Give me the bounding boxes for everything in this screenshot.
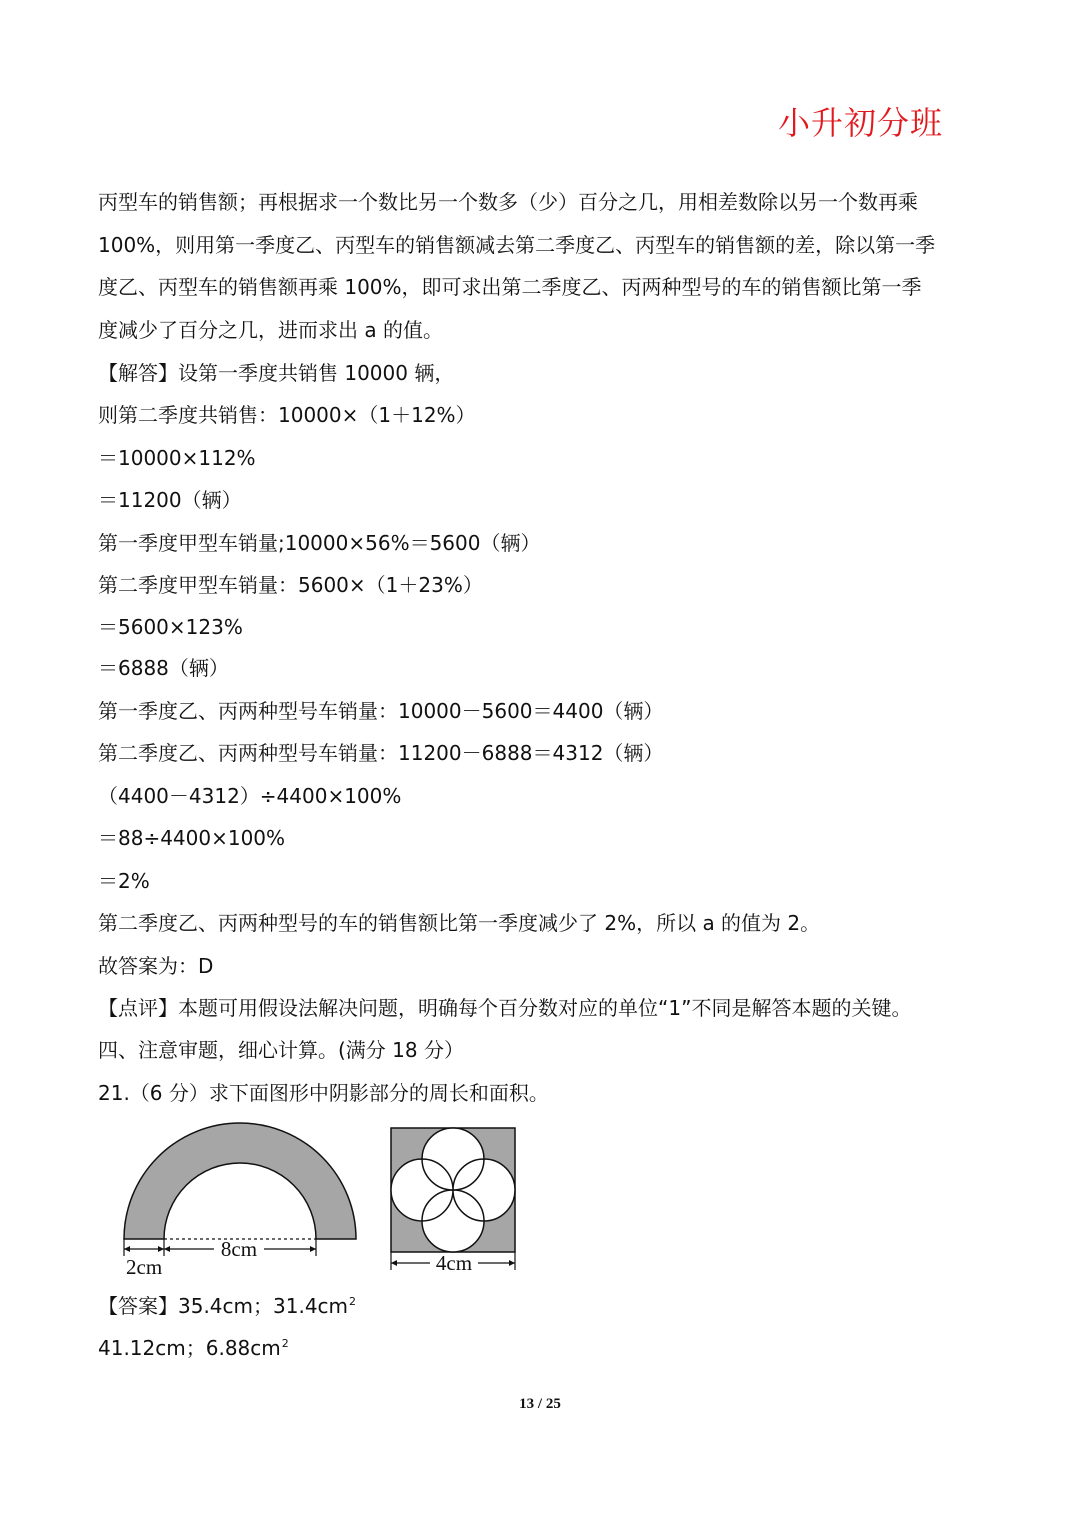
text-line: ＝2% <box>98 869 150 893</box>
text-line: 度乙、丙型车的销售额再乘 100%，即可求出第二季度乙、丙两种型号的车的销售额比第一季 <box>98 275 922 299</box>
text-line: ＝88÷4400×100% <box>98 826 286 850</box>
text-line: 第一季度乙、丙两种型号车销量：10000－5600＝4400（辆） <box>98 699 664 723</box>
text-line: ＝5600×123% <box>98 615 243 639</box>
ring-width-label: 2cm <box>126 1255 163 1279</box>
text-line: 【解答】设第一季度共销售 10000 辆， <box>98 361 455 385</box>
text-line: 故答案为：D <box>98 954 214 978</box>
text-line: 【点评】本题可用假设法解决问题，明确每个百分数对应的单位“1”不同是解答本题的关键。 <box>98 996 912 1020</box>
text-line: ＝10000×112% <box>98 446 256 470</box>
text-line: 度减少了百分之几，进而求出 a 的值。 <box>98 318 443 342</box>
text-line: 第二季度乙、丙两种型号车销量：11200－6888＝4312（辆） <box>98 741 664 765</box>
question-21: 21.（6 分）求下面图形中阴影部分的周长和面积。 <box>98 1081 549 1105</box>
figures <box>118 1122 538 1282</box>
text-line: 100%，则用第一季度乙、丙型车的销售额减去第二季度乙、丙型车的销售额的差，除以第一季 <box>98 233 936 257</box>
answer-line-1 <box>98 1290 356 1319</box>
inner-diameter-label: 8cm <box>220 1237 258 1261</box>
text-line: （4400－4312）÷4400×100% <box>98 784 402 808</box>
text-line: 丙型车的销售额；再根据求一个数比另一个数多（少）百分之几，用相差数除以另一个数再乘 <box>98 190 918 214</box>
text-line: 第二季度甲型车销量：5600×（1＋23%） <box>98 573 483 597</box>
answer-superscript: 2 <box>281 1337 289 1351</box>
side-length-label: 4cm <box>435 1251 473 1275</box>
answer-text: 【答案】35.4cm；31.4cm <box>98 1294 349 1318</box>
header-tag: 小升初分班 <box>778 104 944 142</box>
section-heading: 四、注意审题，细心计算。(满分 18 分） <box>98 1038 464 1062</box>
text-line: ＝6888（辆） <box>98 656 229 680</box>
text-line: 第一季度甲型车销量;10000×56%＝5600（辆） <box>98 531 541 555</box>
text-line: 第二季度乙、丙两种型号的车的销售额比第一季度减少了 2%，所以 a 的值为 2。 <box>98 911 821 935</box>
answer-superscript: 2 <box>349 1295 357 1309</box>
answer-text: 41.12cm；6.88cm <box>98 1336 281 1360</box>
answer-line-2 <box>98 1332 289 1361</box>
figure-square-flower <box>391 1128 515 1275</box>
shaded-ring <box>124 1123 356 1239</box>
figure-semi-annulus <box>124 1123 356 1279</box>
text-line: 则第二季度共销售：10000×（1＋12%） <box>98 403 476 427</box>
page-number: 13 / 25 <box>519 1396 561 1412</box>
text-line: ＝11200（辆） <box>98 488 242 512</box>
